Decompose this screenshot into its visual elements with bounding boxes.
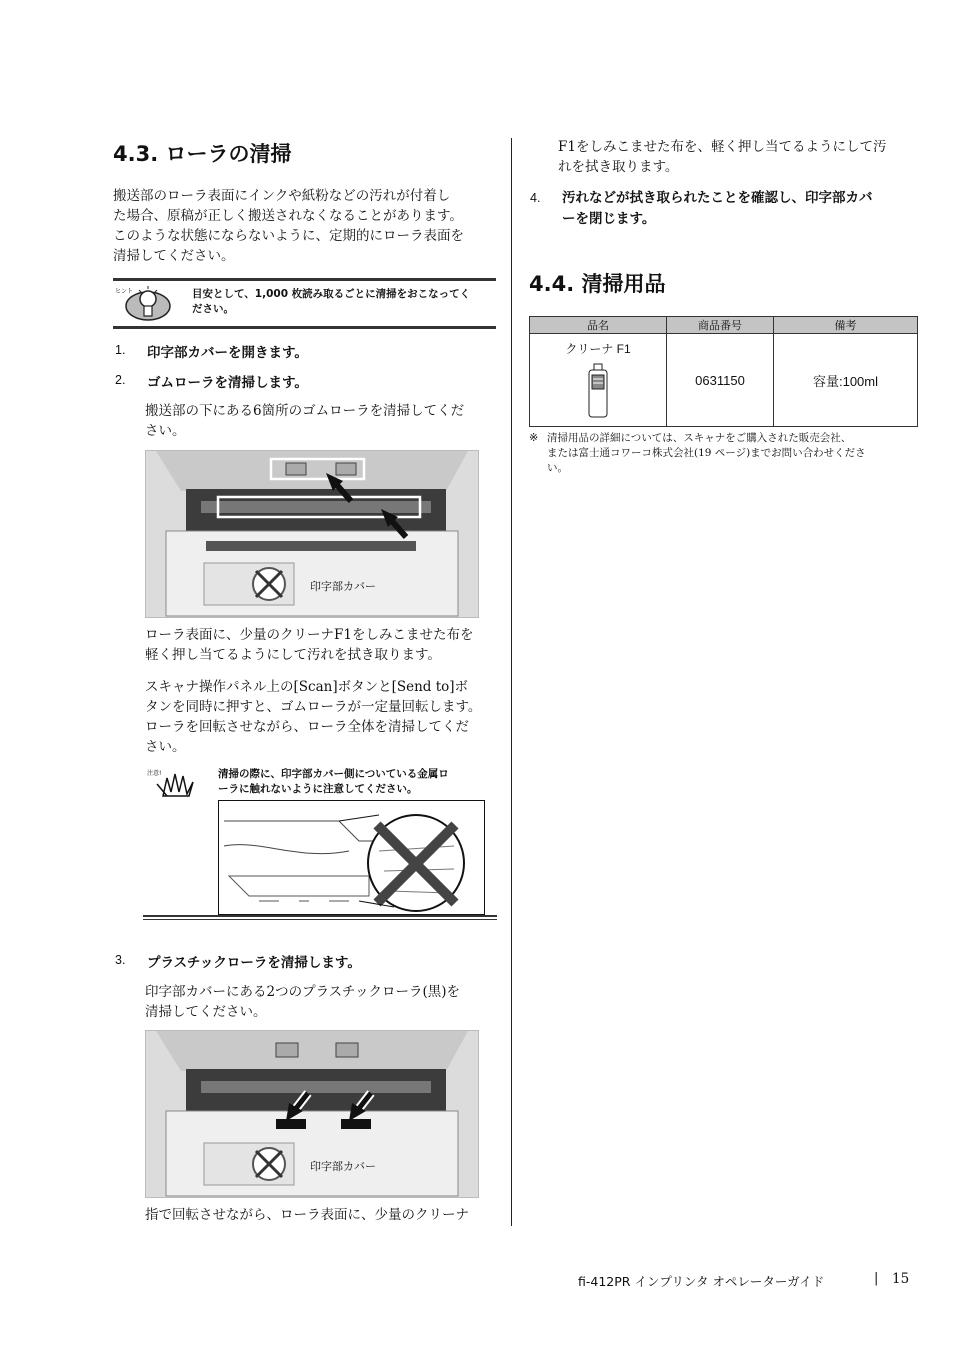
step-4-text bbox=[562, 188, 922, 230]
after-line: さい。 bbox=[145, 739, 186, 755]
caution-photo bbox=[218, 800, 485, 915]
cell-code: 0631150 bbox=[667, 334, 774, 427]
step-2-after-text bbox=[145, 625, 505, 665]
after-line: 軽く押し当てるようにして汚れを拭き取ります。 bbox=[145, 647, 441, 663]
note-text bbox=[547, 431, 917, 476]
hint-icon-label: ヒント bbox=[115, 288, 134, 295]
intro-line: 搬送部のローラ表面にインクや紙粉などの汚れが付着し bbox=[113, 188, 451, 204]
hint-icon bbox=[115, 284, 171, 324]
step-1-number: 1. bbox=[115, 343, 126, 357]
note-line: い。 bbox=[547, 462, 568, 474]
step-4-line: 汚れなどが拭き取られたことを確認し、印字部カバ bbox=[562, 190, 873, 206]
hint-line: 目安として、1,000 枚読み取るごとに清掃をおこなってく bbox=[192, 288, 471, 300]
cell-product bbox=[530, 334, 667, 427]
step-2-description bbox=[145, 401, 505, 441]
footer-separator: | bbox=[874, 1271, 879, 1286]
caution-rule bbox=[143, 915, 497, 917]
intro-paragraph bbox=[113, 186, 503, 266]
step-4-line: ーを閉じます。 bbox=[562, 211, 656, 227]
note-line: 清掃用品の詳細については、スキャナをご購入された販売会社、 bbox=[547, 432, 852, 444]
hint-bottom-rule bbox=[113, 326, 496, 329]
caution-icon bbox=[145, 766, 205, 798]
step-2-number: 2. bbox=[115, 373, 126, 387]
cleaner-bottle-image bbox=[530, 363, 666, 422]
caution-rule bbox=[143, 919, 497, 920]
step-2-after-text-2 bbox=[145, 677, 510, 757]
print-cover-label: 印字部カバー bbox=[310, 580, 376, 593]
desc-line: さい。 bbox=[145, 423, 186, 439]
caution-line: ーラに触れないように注意してください。 bbox=[218, 783, 418, 795]
cont-line: F1をしみこませた布を、軽く押し当てるようにして汚 bbox=[558, 139, 887, 155]
step-4-number: 4. bbox=[530, 191, 541, 205]
step-3-number: 3. bbox=[115, 953, 126, 967]
hint-text bbox=[192, 287, 492, 317]
header-product-code: 商品番号 bbox=[667, 317, 774, 334]
hint-box bbox=[113, 278, 496, 329]
supplies-table bbox=[529, 316, 918, 427]
header-product-name: 品名 bbox=[530, 317, 667, 334]
page-number: 15 bbox=[892, 1271, 910, 1287]
desc-line: 搬送部の下にある6箇所のゴムローラを清掃してくだ bbox=[145, 403, 465, 419]
caution-line: 清掃の際に、印字部カバー側についている金属ロ bbox=[218, 768, 449, 780]
header-remarks: 備考 bbox=[774, 317, 918, 334]
product-name: クリーナ F1 bbox=[565, 342, 631, 356]
section-title-4-4: 4.4. 清掃用品 bbox=[529, 272, 666, 296]
continued-text bbox=[558, 137, 918, 177]
after-line: ローラを回転させながら、ローラ全体を清掃してくだ bbox=[145, 719, 469, 735]
print-cover-label: 印字部カバー bbox=[310, 1160, 376, 1173]
caution-text bbox=[218, 767, 498, 797]
cell-note: 容量:100ml bbox=[774, 334, 918, 427]
hint-top-rule bbox=[113, 278, 496, 281]
note-mark: ※ bbox=[529, 431, 539, 444]
table-row bbox=[530, 334, 918, 427]
step-2-text: ゴムローラを清掃します。 bbox=[147, 375, 308, 391]
intro-line: 清掃してください。 bbox=[113, 248, 235, 264]
intro-line: このような状態にならないように、定期的にローラ表面を bbox=[113, 228, 464, 244]
desc-line: 印字部カバーにある2つのプラスチックローラ(黒)を bbox=[145, 984, 461, 1000]
column-divider bbox=[511, 138, 512, 1226]
after-line: タンを同時に押すと、ゴムローラが一定量回転します。 bbox=[145, 699, 482, 715]
step-1-text: 印字部カバーを開きます。 bbox=[147, 345, 308, 361]
section-title-4-3: 4.3. ローラの清掃 bbox=[113, 142, 292, 166]
step-3-text: プラスチックローラを清掃します。 bbox=[147, 955, 361, 971]
note-line: または富士通コワーコ株式会社(19 ページ)までお問い合わせくださ bbox=[547, 447, 866, 459]
caution-icon-label: 注意! bbox=[147, 770, 162, 777]
hint-line: ださい。 bbox=[192, 303, 234, 315]
rubber-roller-photo bbox=[145, 450, 479, 618]
footer bbox=[578, 1270, 918, 1294]
after-line: ローラ表面に、少量のクリーナF1をしみこませた布を bbox=[145, 627, 474, 643]
intro-line: た場合、原稿が正しく搬送されなくなることがあります。 bbox=[113, 208, 463, 224]
step-3-after-text: 指で回転させながら、ローラ表面に、少量のクリーナ bbox=[145, 1207, 469, 1223]
footer-title: fi-412PR インプリンタ オペレーターガイド bbox=[578, 1274, 825, 1289]
after-line: スキャナ操作パネル上の[Scan]ボタンと[Send to]ボ bbox=[145, 679, 469, 695]
desc-line: 清掃してください。 bbox=[145, 1004, 267, 1020]
step-3-description bbox=[145, 982, 505, 1022]
plastic-roller-photo bbox=[145, 1030, 479, 1198]
cont-line: れを拭き取ります。 bbox=[558, 159, 679, 175]
